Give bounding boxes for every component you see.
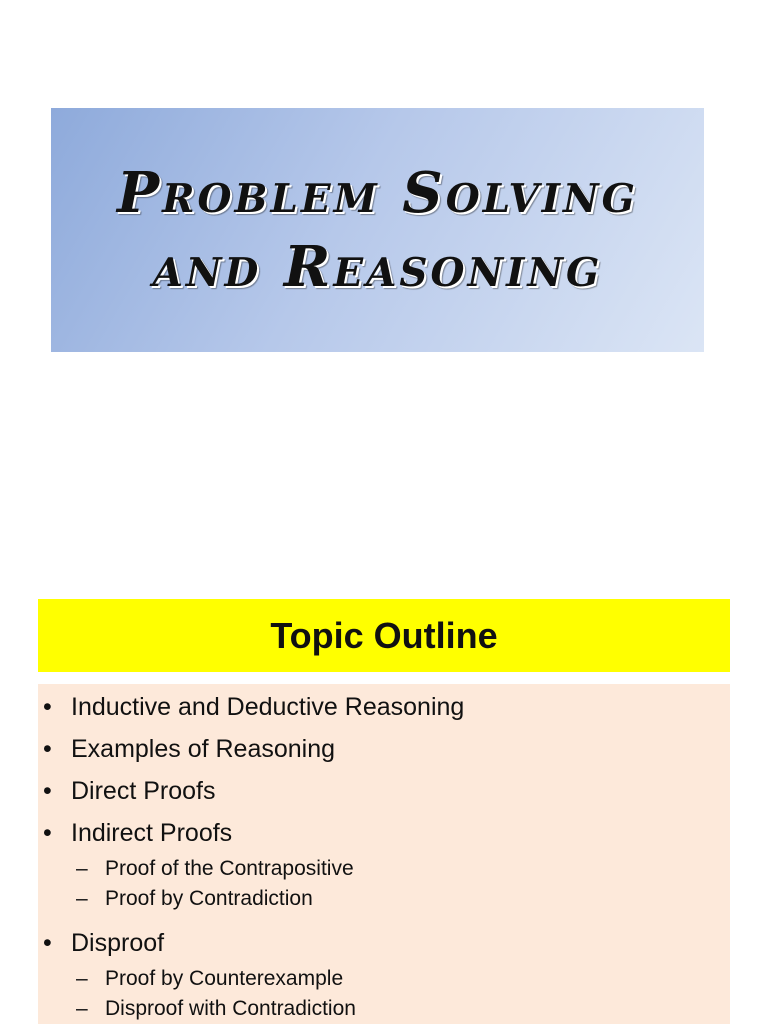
outline-item-label: Indirect Proofs [71,819,233,847]
title-line-1: Problem Solving [117,160,638,226]
outline-item-label: Disproof [71,929,165,957]
outline-item-label: Direct Proofs [71,777,216,805]
outline-body [38,684,730,1024]
outline-item [38,818,730,914]
outline-subitem [71,884,730,914]
outline-item-label: Inductive and Deductive Reasoning [71,693,465,721]
outline-subitem-label: Proof by Contradiction [105,887,313,910]
outline-item-label: Examples of Reasoning [71,735,336,763]
outline-subitem-label: Proof by Counterexample [105,967,344,990]
outline-subitem [71,854,730,884]
outline-item [38,776,730,806]
outline-item [38,734,730,764]
bullet-icon: • [43,735,52,763]
bullet-icon: • [43,819,52,847]
outline-sublist [71,854,730,914]
title-line-2: and Reasoning [152,234,603,300]
title-slide-banner [51,108,704,352]
outline-sublist [71,964,730,1024]
outline-subitem-label: Disproof with Contradiction [105,997,356,1020]
dash-icon: – [76,967,88,990]
outline-title: Topic Outline [270,614,498,656]
outline-header [38,599,730,672]
outline-subitem-label: Proof of the Contrapositive [105,857,354,880]
outline-item [38,928,730,1024]
bullet-icon: • [43,777,52,805]
dash-icon: – [76,857,88,880]
bullet-icon: • [43,693,52,721]
dash-icon: – [76,997,88,1020]
dash-icon: – [76,887,88,910]
outline-subitem [71,994,730,1024]
outline-list [38,692,730,1024]
bullet-icon: • [43,929,52,957]
outline-subitem [71,964,730,994]
outline-item [38,692,730,722]
